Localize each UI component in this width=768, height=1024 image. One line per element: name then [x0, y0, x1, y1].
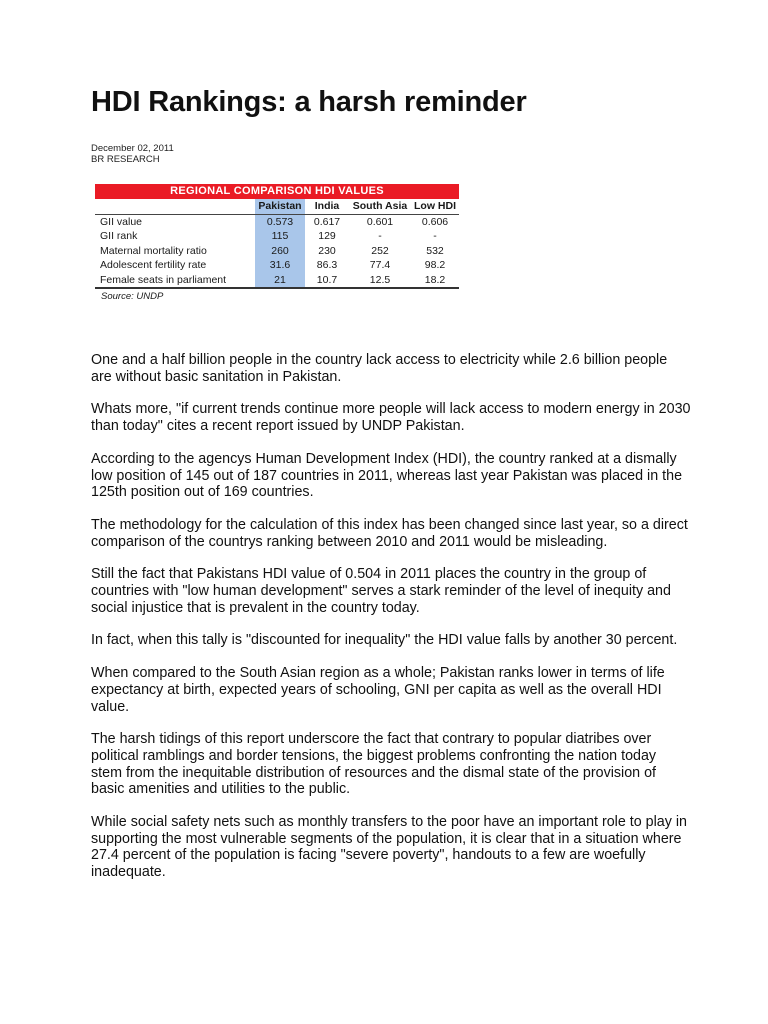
table-header: India	[305, 199, 349, 214]
table-header: Low HDI	[411, 199, 459, 214]
table-cell: 252	[371, 244, 389, 257]
article-date: December 02, 2011	[91, 143, 174, 154]
table-cell: 0.617	[313, 215, 341, 228]
table-header-row	[95, 199, 459, 214]
table-source: Source: UNDP	[101, 291, 164, 302]
table-row	[95, 258, 459, 273]
table-cell: 10.7	[305, 273, 349, 289]
table-grid	[95, 199, 459, 289]
article-body	[91, 352, 691, 897]
table-banner: REGIONAL COMPARISON HDI VALUES	[95, 184, 459, 199]
table-cell: 129	[318, 230, 336, 242]
paragraph: The harsh tidings of this report underscore the fact that contrary to popular diatribes over political ramblings and border tensions, the biggest problems confronting the nation today stem from the inequitable distribution of resources and the dismal state of the provision of basic amenities and utilities to the public.	[91, 731, 657, 798]
paragraph: According to the agencys Human Development Index (HDI), the country ranked at a dismally low position of 145 out of 187 countries in 2011, whereas last year Pakistan was placed in the 125th position out of 169 countries.	[91, 450, 683, 501]
table-cell: 532	[426, 244, 444, 257]
table-row	[95, 273, 459, 289]
row-label: Female seats in parliament	[95, 273, 255, 289]
table-cell: 12.5	[349, 273, 411, 289]
hdi-comparison-table	[95, 184, 459, 302]
table-cell: 86.3	[316, 259, 338, 271]
paragraph: While social safety nets such as monthly transfers to the poor have an important role to play in supporting the most vulnerable segments of the population, it is clear that in a situation where 27.4 percent of the population is facing "severe poverty", handouts to a few are woefully inadequate.	[91, 814, 688, 881]
table-cell: 77.4	[369, 259, 391, 271]
paragraph: Whats more, "if current trends continue more people will lack access to modern energy in 2030 than today" cites a recent report issued by UNDP Pakistan.	[91, 401, 691, 435]
paragraph: In fact, when this tally is "discounted for inequality" the HDI value falls by another 30 percent.	[91, 632, 678, 649]
paragraph: One and a half billion people in the country lack access to electricity while 2.6 billion people are without basic sanitation in Pakistan.	[91, 352, 668, 385]
row-label: GII value	[100, 215, 143, 228]
table-cell: 0.606	[421, 215, 449, 228]
table-cell: 115	[255, 229, 305, 244]
table-cell: 260	[255, 244, 305, 259]
table-cell: -	[433, 230, 437, 242]
table-row	[95, 229, 459, 244]
table-cell: 98.2	[424, 259, 446, 271]
paragraph: The methodology for the calculation of this index has been changed since last year, so a direct comparison of the countrys ranking between 2010 and 2011 would be misleading.	[91, 516, 688, 550]
article-title: HDI Rankings: a harsh reminder	[91, 86, 527, 118]
table-cell: 230	[318, 244, 336, 257]
table-cell: 21	[255, 273, 305, 289]
article-meta	[91, 143, 174, 165]
article-byline: BR RESEARCH	[91, 154, 160, 165]
paragraph: Still the fact that Pakistans HDI value of 0.504 in 2011 places the country in the group of countries with "low human development" serves a stark reminder of the level of inequity and social injustice that is prevalent in the country today.	[91, 566, 671, 616]
table-cell: 0.573	[255, 214, 305, 229]
paragraph: When compared to the South Asian region as a whole; Pakistan ranks lower in terms of life expectancy at birth, expected years of schooling, GNI per capita as well as the overall HDI value.	[91, 665, 665, 715]
row-label: Maternal mortality ratio	[100, 244, 207, 257]
table-cell: 31.6	[255, 258, 305, 273]
table-row	[95, 214, 459, 229]
row-label: GII rank	[100, 230, 138, 242]
row-label: Adolescent fertility rate	[100, 259, 207, 271]
table-cell: 18.2	[411, 273, 459, 289]
table-header	[95, 199, 255, 214]
table-cell: -	[378, 230, 382, 242]
table-header: Pakistan	[255, 199, 305, 214]
table-header: South Asia	[349, 199, 411, 214]
table-row	[95, 244, 459, 259]
table-cell: 0.601	[366, 215, 394, 228]
